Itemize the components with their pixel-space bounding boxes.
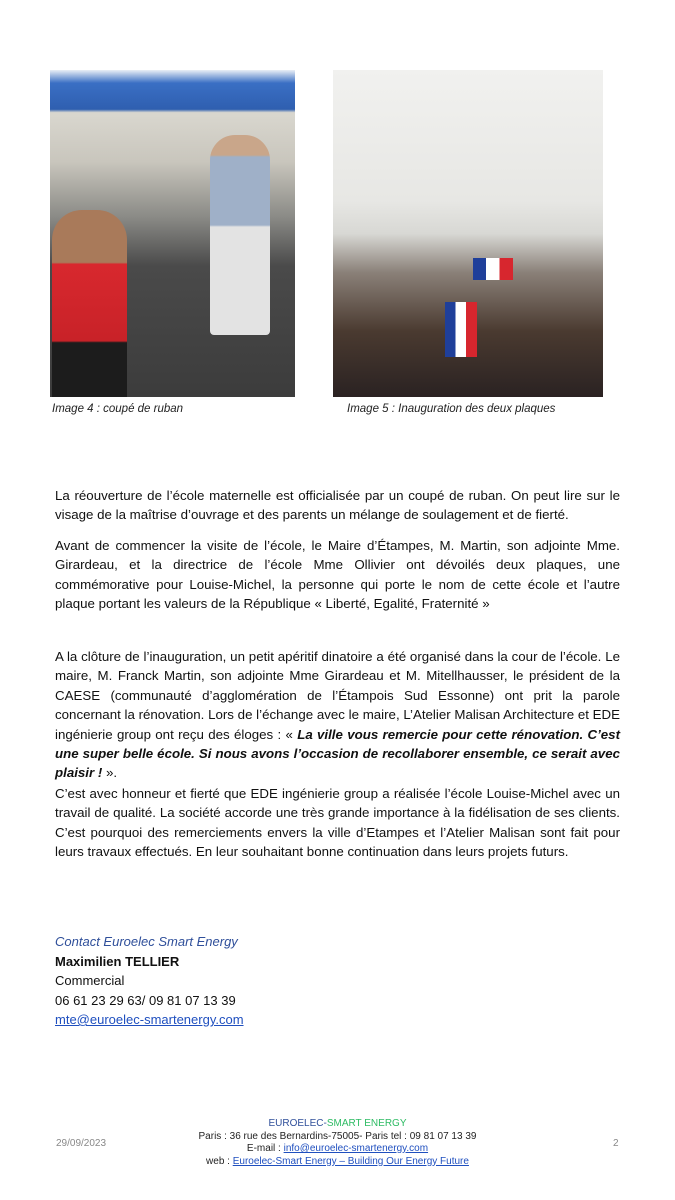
contact-title: Contact Euroelec Smart Energy bbox=[55, 934, 238, 949]
paragraph-text: ». bbox=[102, 765, 118, 781]
image-caption: Image 5 : Inauguration des deux plaques bbox=[347, 403, 556, 415]
paragraph: La réouverture de l’école maternelle est officialisée par un coupé de ruban. On peut lire sur le visage de la maîtrise d’ouvrage et des parents un mélange de soulagement et de fierté. bbox=[55, 488, 620, 523]
contact-block bbox=[55, 932, 244, 1030]
photo-figure bbox=[52, 210, 127, 397]
paragraph bbox=[55, 647, 620, 783]
footer-date: 29/09/2023 bbox=[56, 1138, 107, 1149]
footer-web-link[interactable]: Euroelec-Smart Energy – Building Our Energy Future bbox=[232, 1155, 469, 1167]
brand-name: EUROELEC- bbox=[268, 1118, 327, 1129]
contact-email-link[interactable]: mte@euroelec-smartenergy.com bbox=[55, 1012, 244, 1027]
flag bbox=[445, 302, 477, 357]
paragraph: Avant de commencer la visite de l’école, le Maire d’Étampes, M. Martin, son adjointe Mme. Girardeau, et la directrice de l’école Mme Ollivier ont dévoilés deux plaques, une commémorative pour Louise-Michel, la personne qui porte le nom de cette école et l’autre plaque portant les valeurs de la République « Liberté, Egalité, Fraternité » bbox=[55, 538, 620, 612]
footer bbox=[0, 1118, 675, 1168]
footer-email-link[interactable]: info@euroelec-smartenergy.com bbox=[283, 1143, 429, 1154]
contact-role: Commercial bbox=[55, 973, 125, 988]
flag bbox=[473, 258, 513, 280]
photo-plaque-unveiling bbox=[333, 70, 603, 397]
contact-name: Maximilien TELLIER bbox=[55, 953, 180, 969]
footer-address: Paris : 36 rue des Bernardins-75005- Paris tel : 09 81 07 13 39 bbox=[198, 1130, 477, 1142]
paragraph-text: A la clôture de l’inauguration, un petit apéritif dinatoire a été organisé dans la cour de l’école. Le maire, M. Franck Martin, son adjointe Mme Girardeau et M. Mitellhausser, le président de la CAESE (communauté d’agglomération de l’Étampois Sud Essonne) ont prit la parole concernant la rénovation. Lors de l’échange avec le maire, L’Atelier Malisan Architecture et EDE ingénierie group ont reçu des éloges : « bbox=[55, 649, 620, 742]
page-number: 2 bbox=[613, 1138, 619, 1149]
web-label: web : bbox=[206, 1155, 233, 1167]
quote: La ville vous remercie pour cette rénovation. C’est une super belle école. Si nous avons l’occasion de recollaborer ensemble, ce serait avec plaisir ! bbox=[55, 726, 620, 781]
brand-name-accent: SMART ENERGY bbox=[326, 1118, 407, 1129]
paragraph: C’est avec honneur et fierté que EDE ingénierie group a réalisée l’école Louise-Michel avec un travail de qualité. La société accorde une très grande importance à la fidélisation de ses clients. C’est pourquoi des remerciements envers la ville d’Etampes et l’Atelier Malisan sont fait pour leurs travaux effectués. En leur souhaitant bonne continuation dans leurs projets futurs. bbox=[55, 786, 620, 860]
photo-figure bbox=[210, 135, 270, 335]
contact-phone: 06 61 23 29 63/ 09 81 07 13 39 bbox=[55, 992, 236, 1008]
photo-ribbon-cutting bbox=[50, 70, 295, 397]
email-label: E-mail : bbox=[246, 1143, 284, 1154]
image-caption: Image 4 : coupé de ruban bbox=[52, 403, 184, 415]
